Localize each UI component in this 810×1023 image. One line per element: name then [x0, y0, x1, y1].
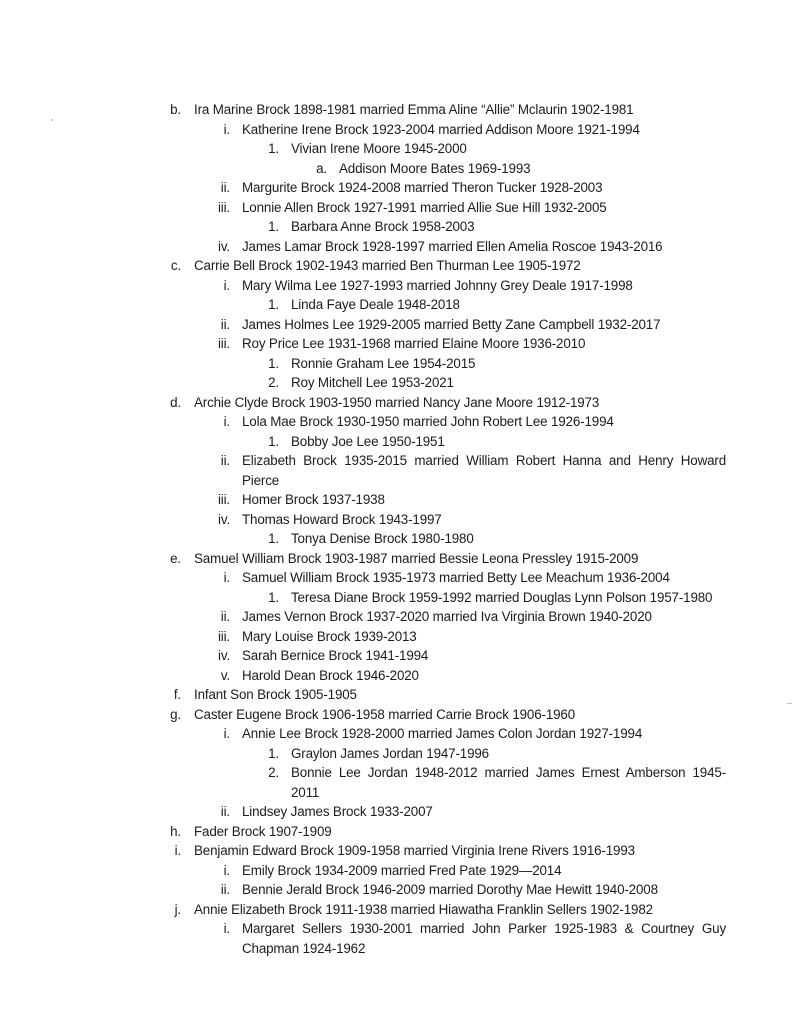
entry-text: Samuel William Brock 1903-1987 married Bessie Leona Pressley 1915-2009 [194, 550, 639, 566]
list-marker: iii. [217, 199, 230, 215]
list-marker: ii. [220, 453, 230, 468]
list-marker: i. [223, 121, 230, 137]
entry-text: Mary Louise Brock 1939-2013 [242, 628, 417, 644]
entry-text: Bonnie Lee Jordan 1948-2012 married James Ernest Amberson 1945-2011 [291, 765, 726, 800]
entry-text: Emily Brock 1934-2009 married Fred Pate 1929—2014 [242, 862, 562, 878]
entry-text: Caster Eugene Brock 1906-1958 married Carrie Brock 1906-1960 [194, 706, 576, 722]
list-marker: 1. [268, 531, 279, 546]
entry-text: Elizabeth Brock 1935-2015 married William Robert Hanna and Henry Howard Pierce [242, 453, 726, 488]
entry-text: Linda Faye Deale 1948-2018 [291, 297, 460, 312]
entry-text: Bennie Jerald Brock 1946-2009 married Dorothy Mae Hewitt 1940-2008 [242, 882, 658, 897]
list-marker: 1. [268, 297, 279, 312]
list-marker: i. [223, 277, 230, 293]
entry-text: Katherine Irene Brock 1923-2004 married Addison Moore 1921-1994 [242, 121, 640, 137]
entry-text: Tonya Denise Brock 1980-1980 [291, 531, 474, 546]
list-marker: v. [220, 667, 230, 683]
entry-text: Homer Brock 1937-1938 [242, 492, 385, 507]
list-marker: 1. [268, 433, 279, 449]
list-marker: 2. [268, 375, 279, 390]
entry-text: Ronnie Graham Lee 1954-2015 [291, 355, 476, 371]
list-marker: 1. [268, 355, 279, 371]
entry-text: Infant Son Brock 1905-1905 [194, 687, 357, 702]
list-marker: i. [223, 726, 230, 741]
scan-speck [51, 119, 53, 121]
entry-text: Fader Brock 1907-1909 [194, 823, 332, 839]
list-marker: iii. [217, 492, 230, 507]
entry-text: Roy Mitchell Lee 1953-2021 [291, 375, 454, 390]
entry-text: Annie Elizabeth Brock 1911-1938 married Hiawatha Franklin Sellers 1902-1982 [194, 901, 653, 917]
entry-text: Addison Moore Bates 1969-1993 [339, 160, 531, 176]
scan-speck [787, 703, 792, 704]
list-marker: iv. [218, 511, 230, 527]
entry-text: James Holmes Lee 1929-2005 married Betty Zane Campbell 1932-2017 [242, 316, 661, 332]
list-marker: ii. [220, 609, 230, 624]
list-marker: a. [316, 160, 327, 176]
list-marker: iii. [217, 336, 230, 351]
entry-text: Lindsey James Brock 1933-2007 [242, 804, 433, 819]
entry-text: Archie Clyde Brock 1903-1950 married Nancy Jane Moore 1912-1973 [194, 394, 600, 410]
entry-text: Carrie Bell Brock 1902-1943 married Ben Thurman Lee 1905-1972 [194, 258, 581, 273]
list-marker: iv. [218, 648, 230, 663]
list-marker: c. [170, 258, 181, 273]
list-marker: d. [170, 394, 181, 410]
list-marker: h. [170, 823, 181, 839]
list-marker: iv. [218, 238, 230, 254]
list-marker: 1. [268, 589, 279, 605]
entry-text: Graylon James Jordan 1947-1996 [291, 745, 489, 761]
entry-text: James Lamar Brock 1928-1997 married Ellen Amelia Roscoe 1943-2016 [242, 238, 663, 254]
list-marker: ii. [220, 804, 230, 819]
list-marker: e. [170, 550, 181, 566]
list-marker: iii. [217, 628, 230, 644]
entry-text: Barbara Anne Brock 1958-2003 [291, 219, 475, 234]
entry-text: Lonnie Allen Brock 1927-1991 married Allie Sue Hill 1932-2005 [242, 199, 607, 215]
entry-text: Sarah Bernice Brock 1941-1994 [242, 648, 429, 663]
list-marker: g. [170, 706, 181, 722]
entry-text: Vivian Irene Moore 1945-2000 [291, 141, 467, 156]
entry-text: Bobby Joe Lee 1950-1951 [291, 433, 445, 449]
list-marker: ii. [220, 882, 230, 897]
list-marker: i. [223, 414, 230, 429]
entry-text: Annie Lee Brock 1928-2000 married James Colon Jordan 1927-1994 [242, 726, 643, 741]
entry-text: Ira Marine Brock 1898-1981 married Emma Aline “Allie” Mclaurin 1902-1981 [194, 102, 634, 117]
list-marker: 1. [268, 745, 279, 761]
list-marker: 1. [268, 219, 279, 234]
list-marker: ii. [220, 316, 230, 332]
entry-text: Teresa Diane Brock 1959-1992 married Douglas Lynn Polson 1957-1980 [291, 589, 713, 605]
entry-text: Mary Wilma Lee 1927-1993 married Johnny Grey Deale 1917-1998 [242, 277, 633, 293]
list-marker: i. [223, 921, 230, 936]
entry-text: Samuel William Brock 1935-1973 married Betty Lee Meachum 1936-2004 [242, 570, 670, 585]
entry-text: Margurite Brock 1924-2008 married Theron Tucker 1928-2003 [242, 180, 603, 195]
list-marker: ii. [220, 180, 230, 195]
list-marker: i. [223, 862, 230, 878]
list-marker: 1. [268, 141, 279, 156]
list-marker: j. [174, 901, 181, 917]
entry-text: Roy Price Lee 1931-1968 married Elaine Moore 1936-2010 [242, 336, 586, 351]
list-marker: f. [173, 687, 181, 702]
entry-text: Thomas Howard Brock 1943-1997 [242, 511, 442, 527]
entry-text: James Vernon Brock 1937-2020 married Iva Virginia Brown 1940-2020 [242, 609, 652, 624]
list-marker: 2. [268, 765, 279, 780]
list-marker: i. [174, 843, 181, 858]
list-marker: i. [223, 570, 230, 585]
entry-text: Margaret Sellers 1930-2001 married John Parker 1925-1983 & Courtney Guy Chapman 1924-1962 [242, 921, 726, 956]
entry-text: Benjamin Edward Brock 1909-1958 married Virginia Irene Rivers 1916-1993 [194, 843, 635, 858]
list-marker: b. [170, 102, 181, 117]
entry-text: Harold Dean Brock 1946-2020 [242, 667, 419, 683]
entry-text: Lola Mae Brock 1930-1950 married John Robert Lee 1926-1994 [242, 414, 614, 429]
